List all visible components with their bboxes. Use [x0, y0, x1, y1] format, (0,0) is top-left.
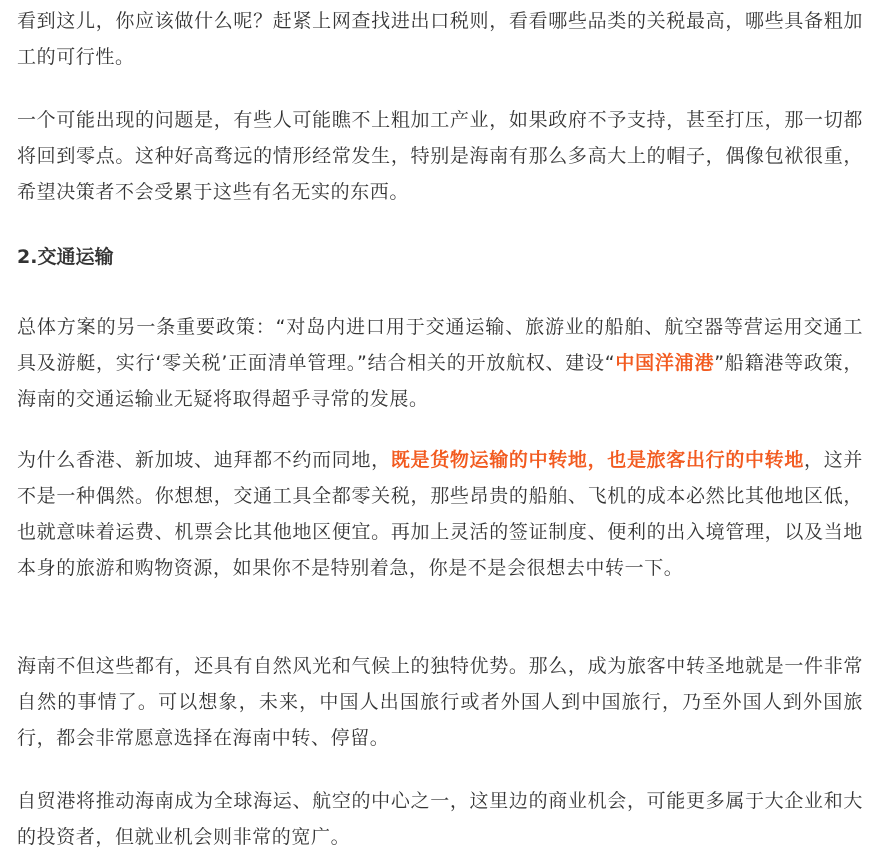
section-heading: 2.交通运输 [17, 246, 114, 268]
paragraph-5: 海南不但这些都有，还具有自然风光和气候上的独特优势。那么，成为旅客中转圣地就是一件非常自然的事情了。可以想象，未来，中国人出国旅行或者外国人到中国旅行，乃至外国人到外国旅行，都会非常愿意选择在海南中转、停留。 [17, 655, 863, 749]
paragraph-3 [17, 309, 863, 417]
paragraph-2: 一个可能出现的问题是，有些人可能瞧不上粗加工产业，如果政府不予支持，甚至打压，那一切都将回到零点。这种好高骛远的情形经常发生，特别是海南有那么多高大上的帽子，偶像包袱很重，希望决策者不会受累于这些有名无实的东西。 [17, 109, 863, 203]
paragraph-4-text-before: 为什么香港、新加坡、迪拜都不约而同地， [17, 449, 391, 471]
paragraph-1: 看到这儿，你应该做什么呢？赶紧上网查找进出口税则，看看哪些品类的关税最高，哪些具备粗加工的可行性。 [17, 10, 863, 68]
paragraph-4-text-after: ，这并不是一种偶然。你想想，交通工具全都零关税，那些昂贵的船舶、飞机的成本必然比其他地区低，也就意味着运费、机票会比其他地区便宜。再加上灵活的签证制度、便利的出入境管理，以及当地本身的旅游和购物资源，如果你不是特别着急，你是不是会很想去中转一下。 [17, 449, 863, 579]
highlight-port-name: 中国洋浦港 [615, 352, 715, 374]
paragraph-3-text-after: ”船籍港等政策，海南的交通运输业无疑将取得超乎寻常的发展。 [17, 352, 863, 410]
paragraph-3-text-before: 总体方案的另一条重要政策：“对岛内进口用于交通运输、旅游业的船舶、航空器等营运用交通工具及游艇，实行‘零关税’正面清单管理。”结合相关的开放航权、建设“ [17, 316, 863, 374]
highlight-transit-hub: 既是货物运输的中转地，也是旅客出行的中转地 [390, 449, 805, 471]
paragraph-6: 自贸港将推动海南成为全球海运、航空的中心之一，这里边的商业机会，可能更多属于大企业和大的投资者，但就业机会则非常的宽广。 [17, 790, 863, 848]
paragraph-4 [17, 442, 863, 586]
